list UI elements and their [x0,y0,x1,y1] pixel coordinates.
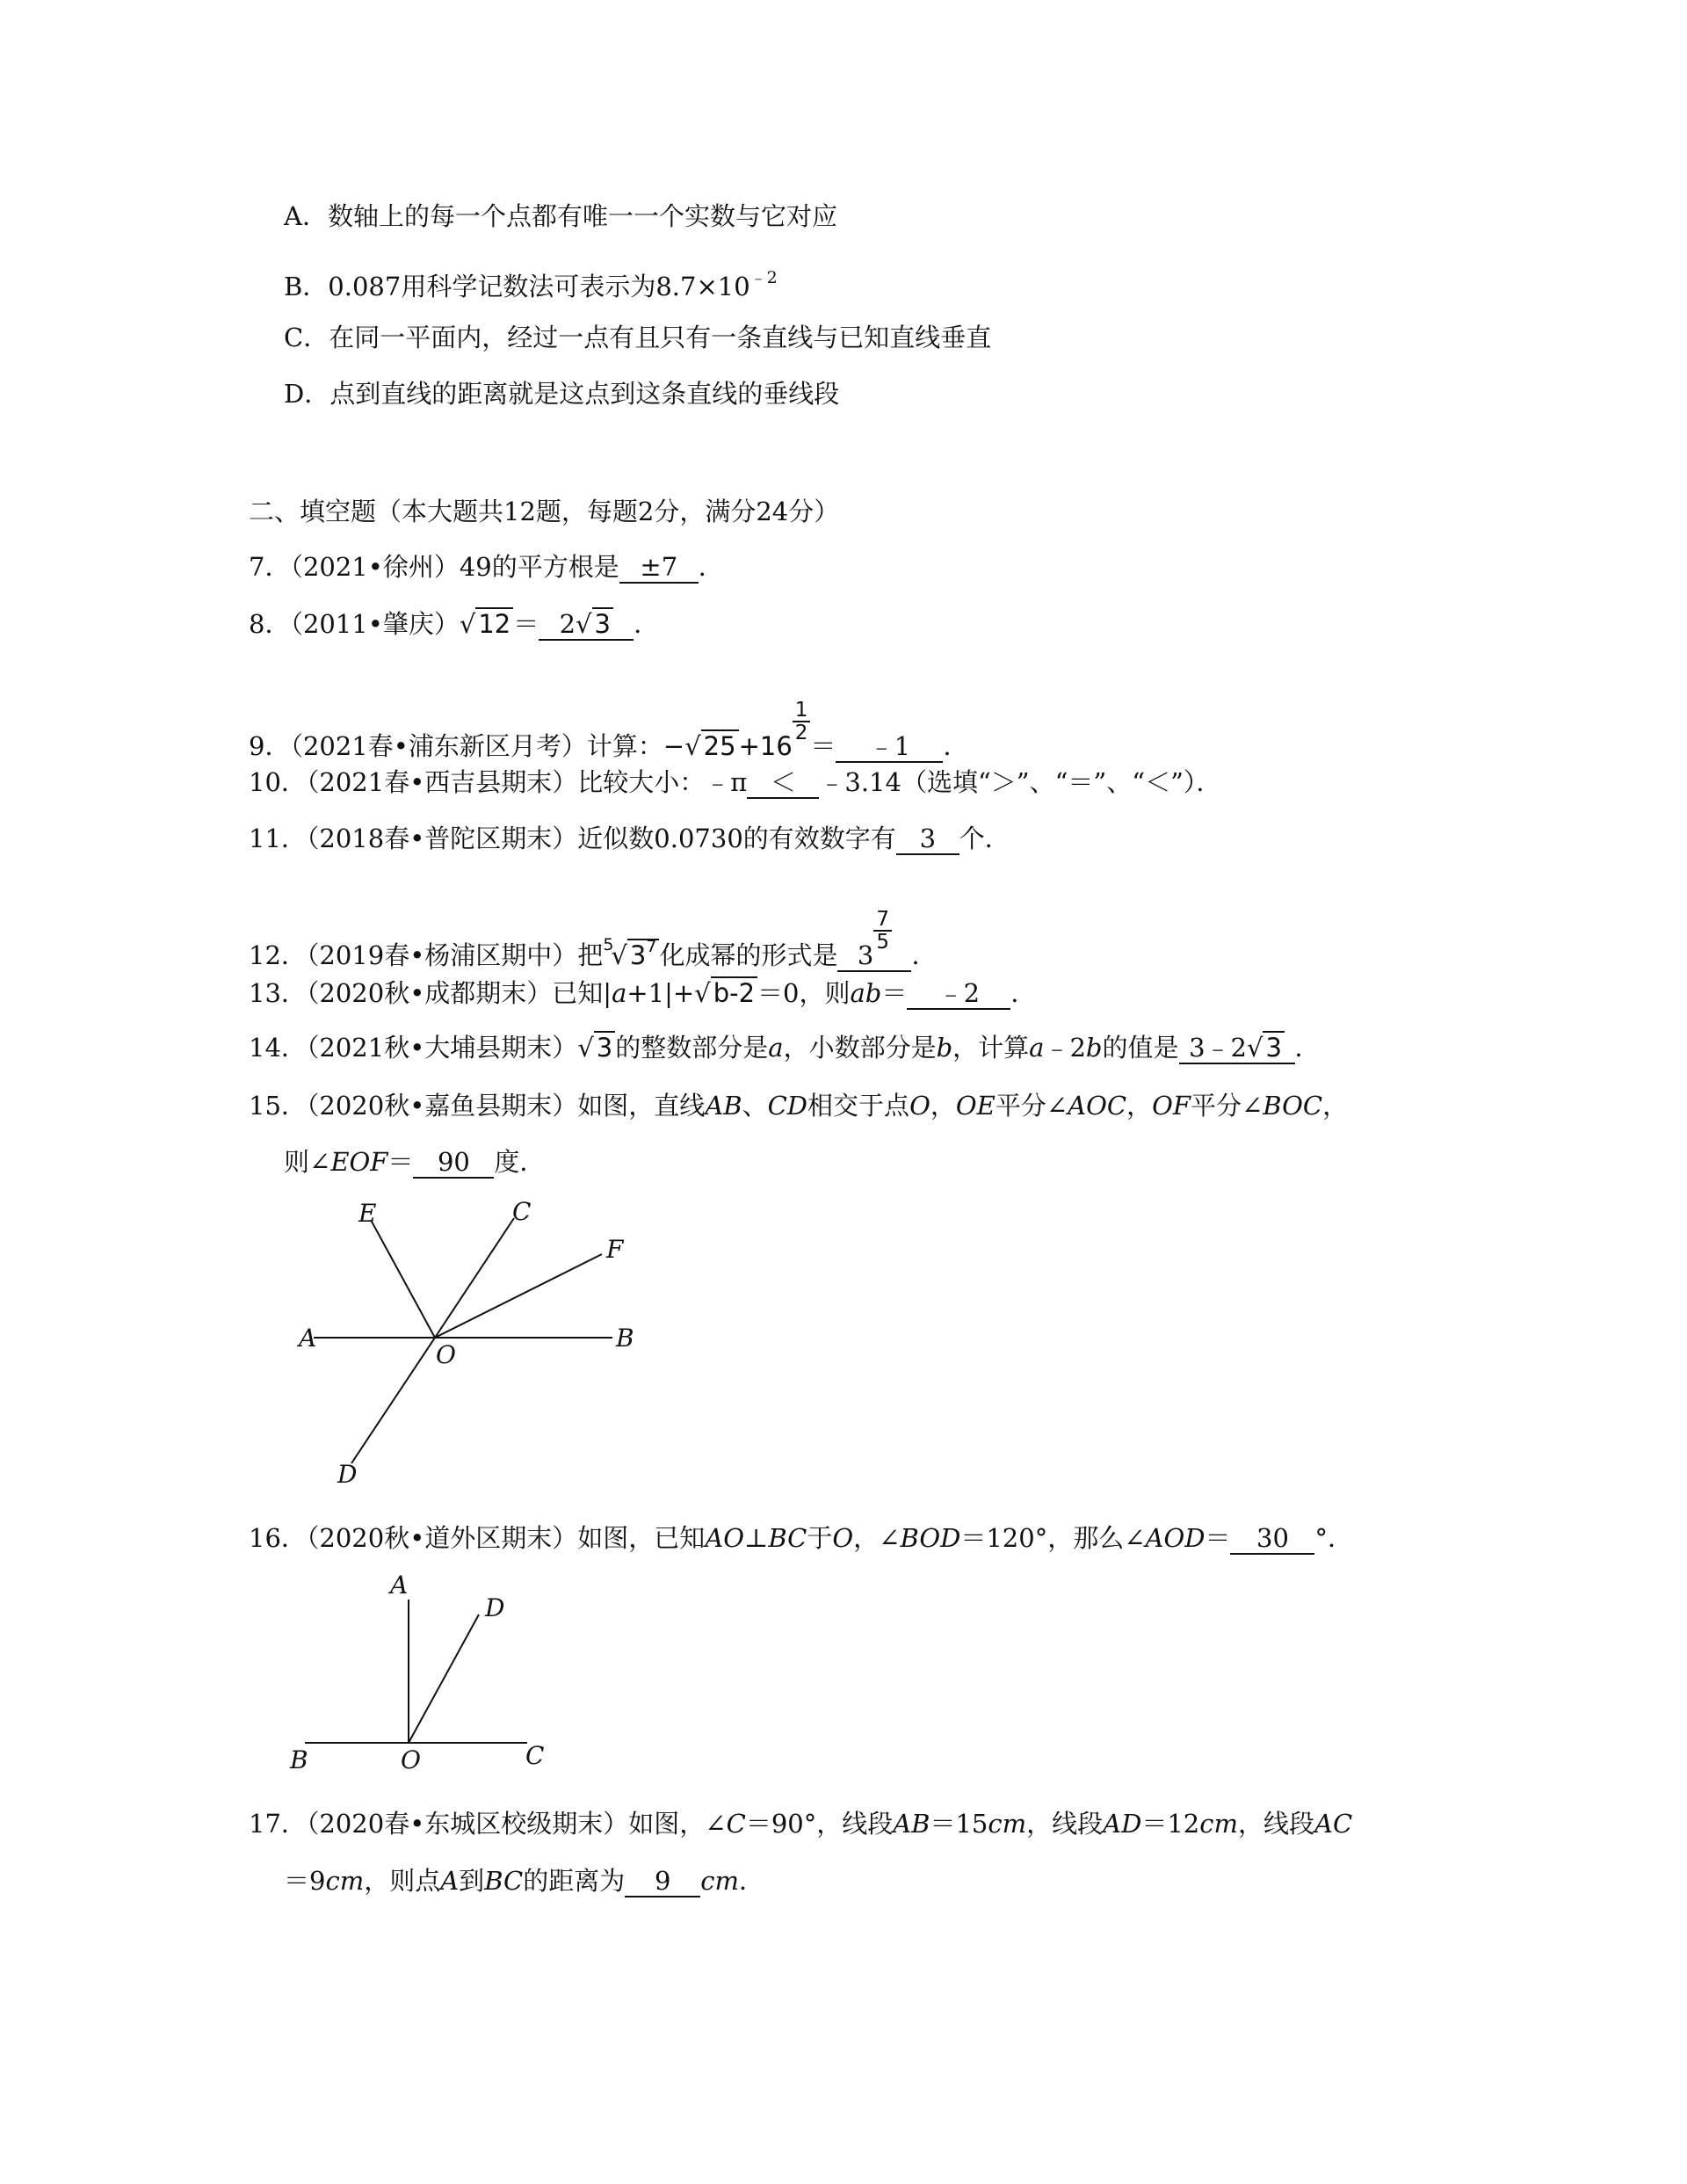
q15-t3: 平分∠ [1190,1091,1263,1121]
q15-comma: ， [930,1091,956,1121]
q17-t6: ，则点 [364,1866,441,1896]
q11-suffix: 个． [959,824,1010,853]
question-17-line-2 [284,1863,764,1898]
q11-text: 11．（2018春•普陀区期末）近似数0.0730的有效数字有 [249,824,896,853]
q17-t3: ，线段 [1026,1809,1104,1839]
q15-suffix: 度． [494,1147,546,1177]
q9-radicand: 25 [701,729,739,761]
q15-of: OF [1152,1091,1191,1121]
q15-sep: 、 [742,1091,768,1121]
q16-suffix: °． [1314,1523,1353,1553]
q17-cm2: cm [1199,1809,1239,1839]
q17-cm1: cm [988,1809,1027,1839]
q15-t1: 相交于点 [807,1091,910,1121]
q15-answer: 90 [413,1147,494,1179]
q16-t2: ，∠ [853,1523,901,1553]
q14-t5: 的值是 [1102,1033,1179,1063]
q17-t4: ＝12 [1141,1809,1200,1839]
question-14 [249,1030,1321,1065]
q8-answer-radicand: 3 [592,607,613,639]
q13-mid: ＝0，则 [757,978,851,1008]
q15-eof: EOF [330,1147,388,1177]
q14-answer-sqrt: √ 3 [1247,1033,1285,1063]
ray-od [409,1614,479,1743]
option-b-text: B．0.087用科学记数法可表示为8.7×10 [284,272,750,301]
q17-t5: ，线段 [1238,1809,1315,1839]
q15-t2: 平分∠ [995,1091,1068,1121]
q16-perp: ⊥ [744,1523,769,1553]
question-10 [249,765,1221,800]
q14-t3: ，计算 [952,1033,1030,1063]
q10-text: 10．（2021春•西吉县期末）比较大小：﹣π [249,767,748,797]
q12-answer-exp [873,909,892,953]
q15-oe: OE [955,1091,996,1121]
label-f: F [606,1235,624,1264]
q16-t3: ＝120°，那么∠ [960,1523,1146,1553]
q12-mid: 化成幂的形式是 [659,940,838,970]
q13-var-ab: ab [850,978,882,1008]
q12-answer-exp-den: 5 [876,931,889,954]
q7-text: 7．（2021•徐州）49的平方根是 [249,552,619,582]
ray-oc [435,1218,514,1338]
q14-suffix: ． [1294,1033,1321,1063]
q16-bod: BOD [900,1523,961,1553]
option-b [284,260,778,304]
q17-cm3: cm [325,1866,365,1896]
q9-suffix: ． [943,731,969,761]
label-o: O [436,1340,456,1369]
q17-ab: AB [893,1809,930,1839]
label-b: B [616,1324,634,1353]
q16-answer: 30 [1230,1523,1314,1555]
q10-suffix: ﹣3.14（选填“＞”、“＝”、“＜”）． [819,767,1222,797]
q12-text: 12．（2019春•杨浦区期中）把 [249,940,604,970]
q16-aod: AOD [1145,1523,1206,1553]
q8-equals: ＝ [513,609,539,639]
label-a: A [390,1571,409,1600]
q14-var-b2: b [1085,1033,1103,1063]
question-12 [249,909,937,973]
q16-t1: 于 [807,1523,833,1553]
q13-radicand: b-2 [711,976,757,1008]
q10-answer: ＜ [747,767,819,799]
q17-line2-text: ＝9 [284,1866,326,1896]
q8-sqrt: √ 12 [460,606,513,642]
q12-index: 5 [603,935,614,954]
question-15-line-2 [284,1144,545,1179]
q12-suffix: ． [911,940,938,970]
label-a: A [299,1324,317,1353]
option-a: A．数轴上的每一个点都有唯一一个实数与它对应 [284,201,837,231]
q17-suffix: ． [739,1866,765,1896]
q14-answer-pre: 3﹣2 [1189,1033,1247,1063]
q17-c: C [726,1809,746,1839]
q9-plus-base: +16 [738,731,793,761]
question-16 [249,1520,1353,1556]
q8-answer [539,609,634,641]
q16-o: O [832,1523,854,1553]
question-8 [249,606,659,642]
q15-end1: ， [1322,1091,1349,1121]
q14-t4: ﹣2 [1044,1033,1086,1063]
q9-text: 9．（2021春•浦东新区月考）计算： [249,731,663,761]
q14-answer [1179,1033,1295,1064]
ray-od [351,1338,435,1463]
q17-t2: ＝15 [930,1809,988,1839]
q15-aoc: AOC [1068,1091,1127,1121]
q16-diagram [281,1560,562,1771]
ray-oe [371,1220,435,1338]
q17-ad: AD [1103,1809,1142,1839]
label-e: E [358,1200,377,1228]
option-c: C．在同一平面内，经过一点有且只有一条直线与已知直线垂直 [284,323,992,352]
q13-equals: ＝ [881,978,908,1008]
q17-t7: 到 [459,1866,485,1896]
question-11 [249,821,1010,856]
q15-boc: BOC [1263,1091,1323,1121]
q9-equals: ＝ [810,731,836,761]
q15-comma2: ， [1126,1091,1153,1121]
q15-text: 15．（2020秋•嘉鱼县期末）如图，直线 [249,1091,706,1121]
q12-answer-exp-num: 7 [873,909,892,932]
q14-answer-radicand: 3 [1263,1031,1284,1063]
q14-t2: ，小数部分是 [783,1033,937,1063]
q16-text: 16．（2020秋•道外区期末）如图，已知 [249,1523,706,1553]
label-c: C [512,1200,532,1226]
question-13 [249,976,1036,1011]
option-d: D．点到直线的距离就是这点到这条直线的垂线段 [284,379,840,409]
label-b: B [290,1745,308,1771]
option-b-exponent: ﹣2 [749,268,778,287]
label-d: D [337,1460,358,1489]
q17-ac: AC [1314,1809,1353,1839]
q14-var-a: a [768,1033,784,1063]
q17-t8: 的距离为 [523,1866,626,1896]
q13-sqrt: √ b-2 [694,976,757,1011]
q9-answer: ﹣1 [836,731,943,763]
q12-radicand: 3 [629,940,647,970]
q8-radicand: 12 [475,607,513,639]
q14-t1: 的整数部分是 [615,1033,769,1063]
q17-answer: 9 [625,1866,700,1897]
q13-text: 13．（2020秋•成都期末）已知| [249,978,612,1008]
q9-exp-den: 2 [794,722,808,744]
q13-answer: ﹣2 [907,978,1010,1010]
q12-radical: $^5$√ $3^7$ [603,927,659,973]
q17-t1: ＝90°，线段 [745,1809,894,1839]
q14-var-a2: a [1029,1033,1045,1063]
q8-answer-sqrt: √ 3 [576,609,613,639]
q12-radicand-wrap [627,939,660,970]
q15-line2-text: 则∠ [284,1147,331,1177]
q9-exp-num: 1 [793,700,811,722]
q15-cd: CD [767,1091,808,1121]
q14-sqrt: √ 3 [577,1030,615,1065]
q16-bc: BC [768,1523,807,1553]
q17-cm4: cm [700,1866,739,1896]
q8-suffix: ． [634,609,660,639]
q9-neg: − [662,731,685,761]
q9-exponent [793,700,811,744]
q15-ab: AB [705,1091,742,1121]
label-d: D [485,1593,505,1622]
q14-radicand: 3 [594,1031,615,1063]
label-c: C [525,1741,545,1770]
q8-answer-coef: 2 [559,609,576,639]
q15-equals: ＝ [387,1147,414,1177]
q17-bc: BC [484,1866,524,1896]
question-17-line-1 [249,1806,1352,1841]
question-15-line-1 [249,1088,1348,1123]
label-o: O [401,1745,421,1771]
q8-text: 8．（2011•肇庆） [249,609,460,639]
q14-var-b: b [936,1033,953,1063]
q12-answer [837,909,911,972]
q15-o: O [909,1091,930,1121]
q16-ao: AO [705,1523,745,1553]
q13-p1: +1|+ [626,978,695,1008]
question-9 [249,700,968,764]
q13-suffix: ． [1010,978,1037,1008]
q12-radicand-exp: 7 [646,937,657,956]
q11-answer: 3 [896,824,959,855]
ray-of [435,1254,602,1338]
q17-text: 17．（2020春•东城区校级期末）如图，∠ [249,1809,727,1839]
question-7 [249,549,724,584]
q14-text: 14．（2021秋•大埔县期末） [249,1033,578,1063]
section-heading: 二、填空题（本大题共12题，每题2分，满分24分） [249,497,840,526]
q12-answer-base: 3 [857,940,874,970]
q16-equals: ＝ [1205,1523,1231,1553]
q7-answer: ±7 [619,552,699,584]
q15-diagram [290,1200,659,1490]
q13-var-a: a [612,978,627,1008]
q9-expression: −√ 25 +16 $\frac{1}{2}$ [663,700,811,764]
q17-a: A [440,1866,460,1896]
q7-suffix: ． [698,552,724,582]
